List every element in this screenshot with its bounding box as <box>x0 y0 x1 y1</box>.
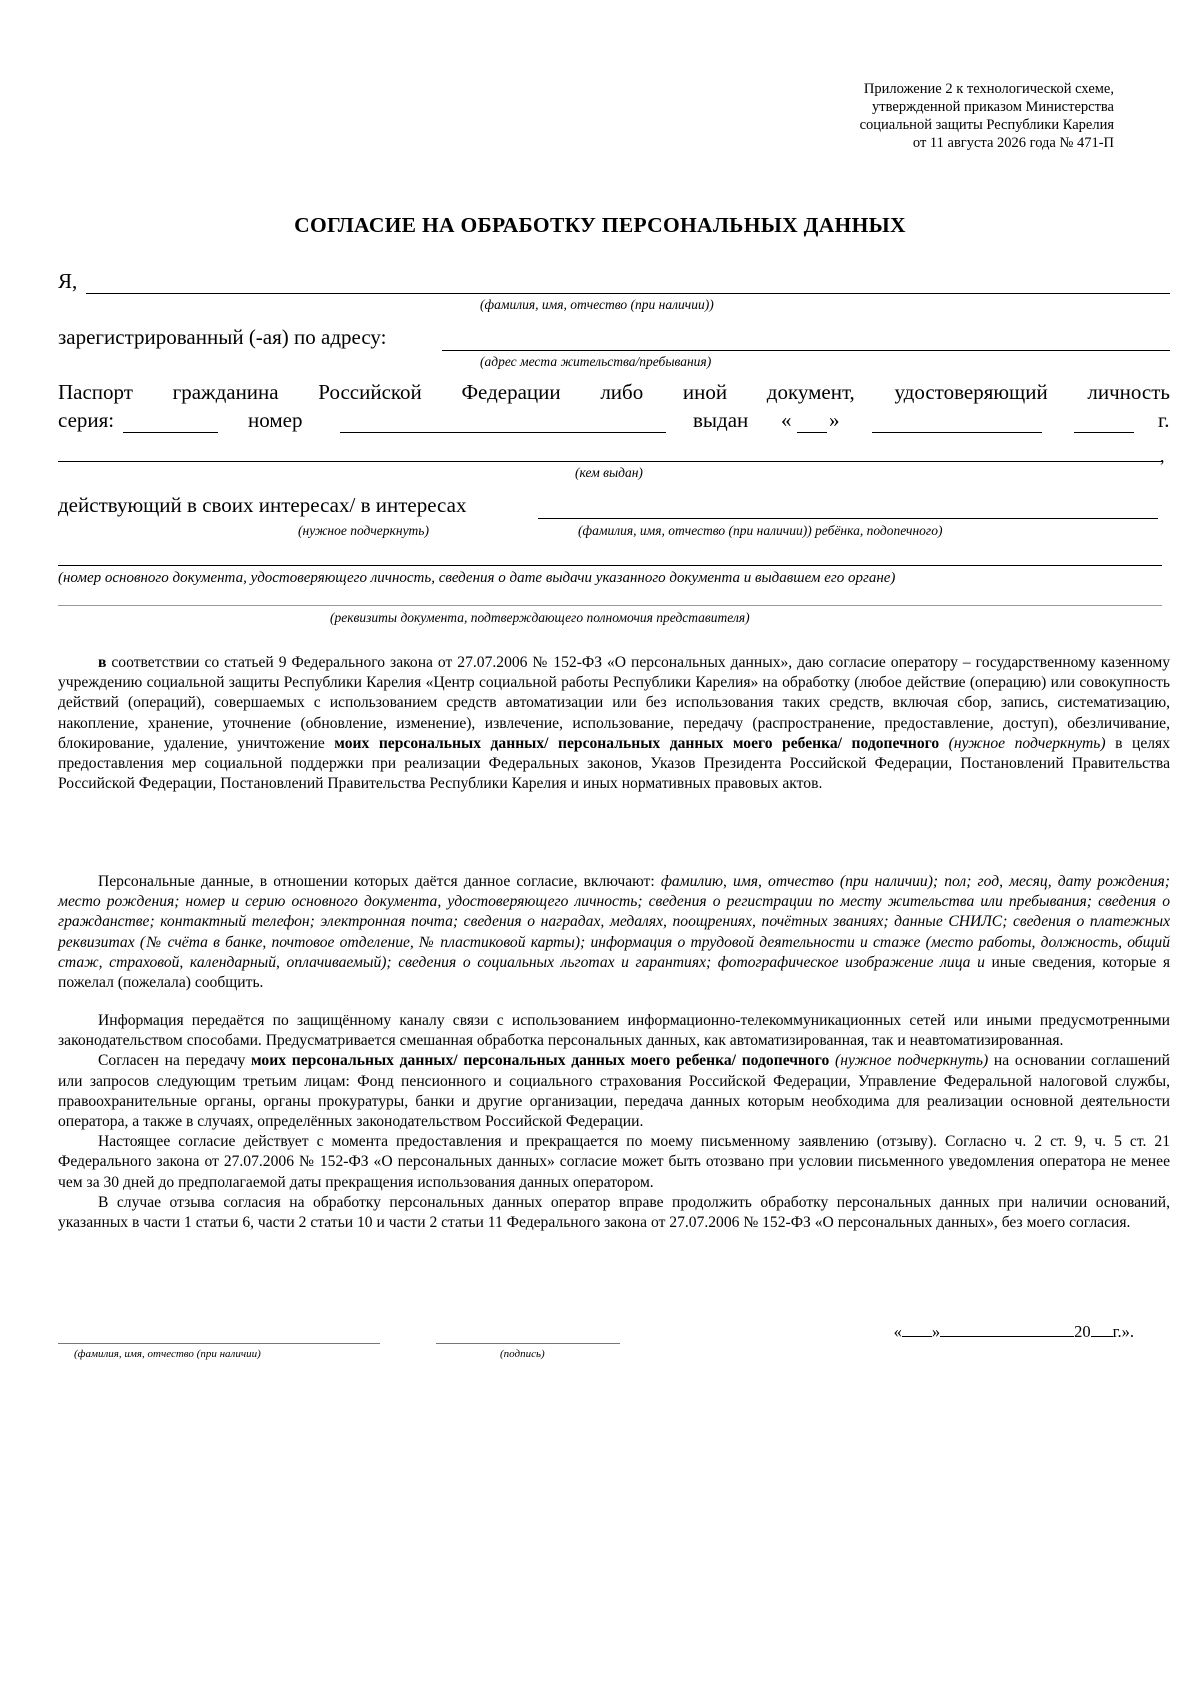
passport-word: Российской <box>318 380 422 404</box>
fio-field[interactable] <box>86 293 1170 294</box>
appendix-note <box>754 80 1114 152</box>
p4-subject: моих персональных данных/ персональных данных моего ребенка/ подопечного <box>251 1052 830 1070</box>
passport-word: либо <box>600 380 644 404</box>
issued-day-field[interactable] <box>797 432 827 433</box>
number-field[interactable] <box>340 432 666 433</box>
underline-caption: (нужное подчеркнуть) <box>298 523 429 538</box>
p4-underline-note: (нужное подчеркнуть) <box>829 1052 989 1070</box>
date-month-field[interactable] <box>940 1336 1074 1337</box>
p3-text: Информация передаётся по защищённому каналу связи с использованием информационно-телекоммуникационных сетей или иными предусмотренными законодательством способами. Предусматривается смешанная обработка персональных данных, как автоматизированная, так и неавтоматизированная. <box>58 1012 1170 1050</box>
address-caption: (адрес места жительства/пребывания) <box>480 354 712 369</box>
p2-data-list: фамилию, имя, отчество (при наличии); пол; год, месяц, дату рождения; место рождения; номер и серию основного документа, удостоверяющего личность; сведения о регистрации по месту жительства или пребывания; сведения о гражданстве; контактный телефон; электронная почта; сведения о наградах, медалях, поощрениях, почётных званиях; данные СНИЛС; сведения о платежных реквизитах (№ счёта в банке, почтовое отделение, № пластиковой карты); информация о трудовой деятельности и стаже (место работы, должность, общий стаж, страховой, календарный, оплачиваемый); сведения о социальных льготах и гарантиях; фотографическое изображение лица и <box>58 873 1170 971</box>
p5-text: Настоящее согласие действует с момента предоставления и прекращается по моему письменному заявлению (отзыву). Согласно ч. 2 ст. 9, ч. 5 ст. 21 Федерального закона от 27.07.2006 № 152-ФЗ «О персональных данных» согласие может быть отозвано при условии письменного уведомления оператора не менее чем за 30 дней до предполагаемой даты прекращения использования данных оператором. <box>58 1133 1170 1191</box>
date-year-prefix: 20 <box>1074 1322 1091 1341</box>
date-year-field[interactable] <box>1091 1336 1113 1337</box>
i-label: Я, <box>58 269 78 293</box>
date-quote-open: « <box>893 1322 902 1341</box>
p6-text: В случае отзыва согласия на обработку персональных данных оператор вправе продолжить обработку персональных данных при наличии оснований, указанных в части 1 статьи 6, части 2 статьи 10 и части 2 статьи 11 Федерального закона от 27.07.2006 № 152-ФЗ «О персональных данных», без моего согласия. <box>58 1193 1170 1232</box>
signature-date <box>894 1322 1134 1342</box>
p1-underline-note: (нужное подчеркнуть) <box>939 734 1106 752</box>
p4-intro: Согласен на передачу <box>98 1052 252 1070</box>
fio-caption: (фамилия, имя, отчество (при наличии)) <box>480 297 714 312</box>
p1-text: соответствии со статьей 9 Федерального закона от 27.07.2006 № 152-ФЗ «О персональных данных», даю согласие оператору – государственному казенному учреждению социальной защиты Республики Карелия «Центр социальной работы Республики Карелия» на обработку (любое действие (операцию) или совокупность действий (операций), совершаемых с использованием средств автоматизации или без использования таких средств, включая сбор, запись, систематизацию, накопление, хранение, уточнение (обновление, изменение), извлечение, использование, передачу (распространение, предоставление, доступ), обезличивание, блокирование, удаление, уничтожение <box>58 654 1170 752</box>
passport-word: личность <box>1087 380 1170 404</box>
document-number-field[interactable] <box>58 565 1162 566</box>
document-caption: (номер основного документа, удостоверяющего личность, сведения о дате выдачи указанного документа и выдавшем его органе) <box>58 570 896 586</box>
signature-fio-caption: (фамилия, имя, отчество (при наличии) <box>74 1348 261 1360</box>
consent-paragraphs-rest <box>58 1011 1170 1233</box>
number-label: номер <box>248 408 303 432</box>
child-fio-caption: (фамилия, имя, отчество (при наличии)) ребёнка, подопечного) <box>578 523 943 538</box>
p2-intro: Персональные данные, в отношении которых даётся данное согласие, включают: <box>98 873 661 890</box>
issued-by-caption: (кем выдан) <box>575 465 643 480</box>
appendix-line-3: социальной защиты Республики Карелия <box>859 117 1114 133</box>
date-quote-close: » <box>931 1322 941 1341</box>
signature-field[interactable] <box>436 1343 620 1344</box>
consent-paragraph-2 <box>58 872 1170 993</box>
passport-word: Федерации <box>461 380 561 404</box>
p1-lead: в <box>98 654 107 671</box>
issued-quote-close: » <box>829 408 840 432</box>
date-day-field[interactable] <box>902 1336 932 1337</box>
issued-year-field[interactable] <box>1074 432 1134 433</box>
representative-doc-field[interactable] <box>58 605 1162 606</box>
signature-fio-field[interactable] <box>58 1343 380 1344</box>
issued-by-field[interactable] <box>58 461 1162 462</box>
appendix-line-4: от 11 августа 2026 года № 471-П <box>912 135 1114 151</box>
passport-word: Паспорт <box>58 380 133 404</box>
date-year-suffix: г.». <box>1112 1322 1134 1341</box>
passport-word: иной <box>682 380 728 404</box>
issued-month-field[interactable] <box>872 432 1042 433</box>
appendix-line-1: Приложение 2 к технологической схеме, <box>863 81 1114 97</box>
child-fio-field[interactable] <box>538 518 1158 519</box>
p1-subject: моих персональных данных/ персональных данных моего ребенка/ подопечного <box>334 734 940 752</box>
appendix-line-2: утвержденной приказом Министерства <box>872 99 1114 115</box>
passport-word: гражданина <box>172 380 279 404</box>
signature-caption: (подпись) <box>500 1348 545 1360</box>
p4-text: на основании соглашений или запросов следующим третьим лицам: Фонд пенсионного и социального страхования Российской Федерации, Управление Федеральной налоговой службы, правоохранительные органы, органы прокуратуры, банки и другие организации, передача данных которым необходима для реализации основной деятельности оператора, а также в случаях, определённых законодательством Российской Федерации. <box>58 1052 1170 1131</box>
address-field[interactable] <box>442 350 1170 351</box>
passport-heading <box>58 380 1170 405</box>
document-title: СОГЛАСИЕ НА ОБРАБОТКУ ПЕРСОНАЛЬНЫХ ДАННЫХ <box>294 213 906 237</box>
p2-other: иные сведения, которые я пожелал (пожелала) сообщить. <box>58 953 1171 992</box>
representative-caption: (реквизиты документа, подтверждающего полномочия представителя) <box>330 610 750 625</box>
passport-word: документ, <box>766 380 855 404</box>
issued-by-comma: , <box>1160 446 1165 466</box>
passport-word: удостоверяющий <box>894 380 1048 404</box>
series-label: серия: <box>58 408 115 432</box>
issued-quote-open: « <box>781 408 792 432</box>
address-label: зарегистрированный (-ая) по адресу: <box>58 325 387 349</box>
acting-label: действующий в своих интересах/ в интересах <box>58 493 467 517</box>
issued-label: выдан <box>693 408 749 432</box>
consent-paragraph-1 <box>58 653 1170 794</box>
series-field[interactable] <box>123 432 218 433</box>
issued-year-suffix: г. <box>1158 408 1170 432</box>
p1-purpose: в целях предоставления мер социальной поддержки при реализации Федеральных законов, Указов Президента Российской Федерации, Постановлений Правительства Российской Федерации, Постановлений Правительства Республики Карелия и иных нормативных правовых актов. <box>58 734 1170 793</box>
